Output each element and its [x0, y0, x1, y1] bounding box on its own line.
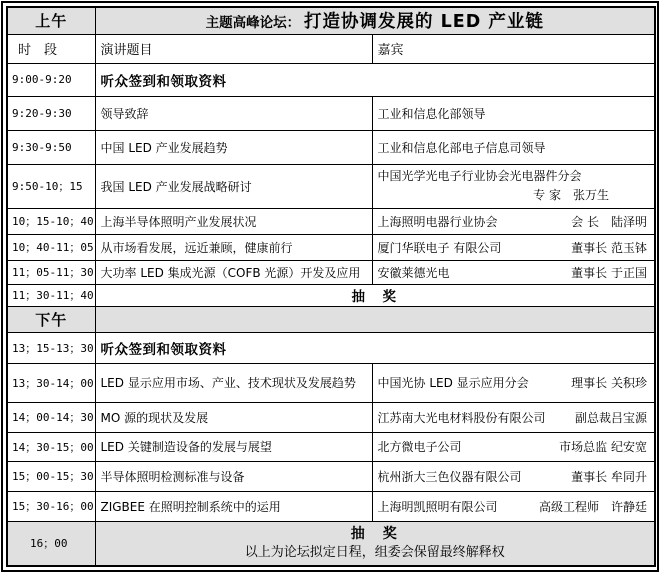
- guest-cell: [372, 260, 655, 284]
- col-header-topic: 演讲题目: [95, 34, 372, 63]
- talk-topic: 从市场看发展，远近兼顾，健康前行: [95, 234, 372, 260]
- table-row: [7, 63, 655, 96]
- guest-org: 杭州浙大三色仪器有限公司: [377, 469, 522, 484]
- guest-person: 专 家 张万生: [533, 188, 609, 202]
- time-slot: 13；15-13；30: [7, 332, 95, 363]
- disclaimer-note: 以上为论坛拟定日程，组委会保留最终解释权: [244, 544, 505, 560]
- table-row: [7, 432, 655, 461]
- guest-cell: [372, 208, 655, 234]
- table-section-row: [7, 306, 655, 332]
- forum-title-main: 打造协调发展的 LED 产业链: [304, 12, 544, 33]
- guest-cell: [372, 402, 655, 432]
- table-row: [7, 332, 655, 363]
- guest-cell: [372, 432, 655, 461]
- talk-topic: 半导体照明检测标准与设备: [95, 461, 372, 491]
- table-row: [7, 363, 655, 402]
- session-afternoon-label: 下午: [7, 306, 95, 332]
- guest-org: 厦门华联电子 有限公司: [377, 240, 502, 255]
- table-row: [7, 284, 655, 306]
- col-header-guest: 嘉宾: [372, 34, 655, 63]
- table-row: [7, 234, 655, 260]
- closing-cell: [95, 521, 655, 566]
- guest-org: 工业和信息化部电子信息司领导: [377, 140, 546, 155]
- guest-cell: [372, 130, 655, 164]
- table-row: [7, 7, 655, 34]
- talk-topic: 中国 LED 产业发展趋势: [95, 130, 372, 164]
- lucky-draw-label: 抽 奖: [350, 525, 399, 542]
- guest-person: 董事长 牟同升: [571, 469, 647, 484]
- time-slot: 15；30-16；00: [7, 491, 95, 521]
- time-slot: 9:50-10；15: [7, 164, 95, 208]
- guest-cell: [372, 491, 655, 521]
- signin-label: 听众签到和领取资料: [95, 63, 655, 96]
- talk-topic: 大功率 LED 集成光源（COFB 光源）开发及应用: [95, 260, 372, 284]
- guest-person: 理事长 关积珍: [571, 376, 647, 390]
- time-slot: 14；30-15；00: [7, 432, 95, 461]
- talk-topic: 上海半导体照明产业发展状况: [95, 208, 372, 234]
- guest-person: 董事长 于正国: [571, 265, 647, 280]
- guest-cell: [372, 234, 655, 260]
- guest-org: 安徽莱德光电: [377, 265, 450, 280]
- afternoon-empty-cell: [95, 306, 655, 332]
- time-slot: 11；30-11；40: [7, 284, 95, 306]
- guest-person: 高级工程师 许静廷: [538, 499, 647, 514]
- forum-title: [95, 7, 655, 34]
- guest-cell: [372, 164, 655, 208]
- talk-topic: 领导致辞: [95, 96, 372, 130]
- guest-cell: [372, 461, 655, 491]
- table-row: [7, 491, 655, 521]
- lucky-draw-label: 抽 奖: [95, 284, 655, 306]
- time-slot: 9:30-9:50: [7, 130, 95, 164]
- table-row: [7, 130, 655, 164]
- table-row: [7, 208, 655, 234]
- time-slot: 13；30-14；00: [7, 363, 95, 402]
- guest-person: 副总裁吕宝源: [574, 410, 647, 425]
- guest-person: 会 长 陆泽明: [571, 214, 647, 229]
- guest-person: 市场总监 纪安宽: [559, 440, 647, 454]
- table-row: [7, 164, 655, 208]
- guest-cell: [372, 96, 655, 130]
- guest-person: 董事长 范玉钵: [571, 240, 647, 255]
- time-slot: 15；00-15；30: [7, 461, 95, 491]
- forum-agenda-table: [6, 6, 656, 567]
- table-row: [7, 461, 655, 491]
- time-slot: 9:00-9:20: [7, 63, 95, 96]
- forum-title-prefix: 主题高峰论坛：: [205, 15, 301, 32]
- guest-org: 江苏南大光电材料股份有限公司: [377, 410, 546, 425]
- guest-org: 中国光学光电子行业协会光电器件分会: [377, 169, 582, 184]
- table-row: [7, 96, 655, 130]
- talk-topic: MO 源的现状及发展: [95, 402, 372, 432]
- table-header-row: [7, 34, 655, 63]
- col-header-time: 时 段: [7, 34, 95, 63]
- table-row: [7, 260, 655, 284]
- talk-topic: LED 关键制造设备的发展与展望: [95, 432, 372, 461]
- time-slot: 14；00-14；30: [7, 402, 95, 432]
- time-slot: 10；15-10；40: [7, 208, 95, 234]
- talk-topic: LED 显示应用市场、产业、技术现状及发展趋势: [95, 363, 372, 402]
- signin-label: 听众签到和领取资料: [95, 332, 655, 363]
- guest-org: 上海照明电器行业协会: [377, 214, 498, 229]
- table-row: [7, 402, 655, 432]
- talk-topic: 我国 LED 产业发展战略研讨: [95, 164, 372, 208]
- guest-cell: [372, 363, 655, 402]
- guest-org: 上海明凯照明有限公司: [377, 499, 498, 514]
- guest-org: 中国光协 LED 显示应用分会: [377, 376, 529, 390]
- time-slot: 9:20-9:30: [7, 96, 95, 130]
- table-footer-row: [7, 521, 655, 566]
- guest-org: 北方微电子公司: [377, 440, 462, 454]
- guest-org: 工业和信息化部领导: [377, 106, 486, 121]
- time-slot: 10；40-11；05: [7, 234, 95, 260]
- time-slot: 16；00: [7, 521, 95, 566]
- session-morning-label: 上午: [7, 7, 95, 34]
- time-slot: 11；05-11；30: [7, 260, 95, 284]
- talk-topic: ZIGBEE 在照明控制系统中的运用: [95, 491, 372, 521]
